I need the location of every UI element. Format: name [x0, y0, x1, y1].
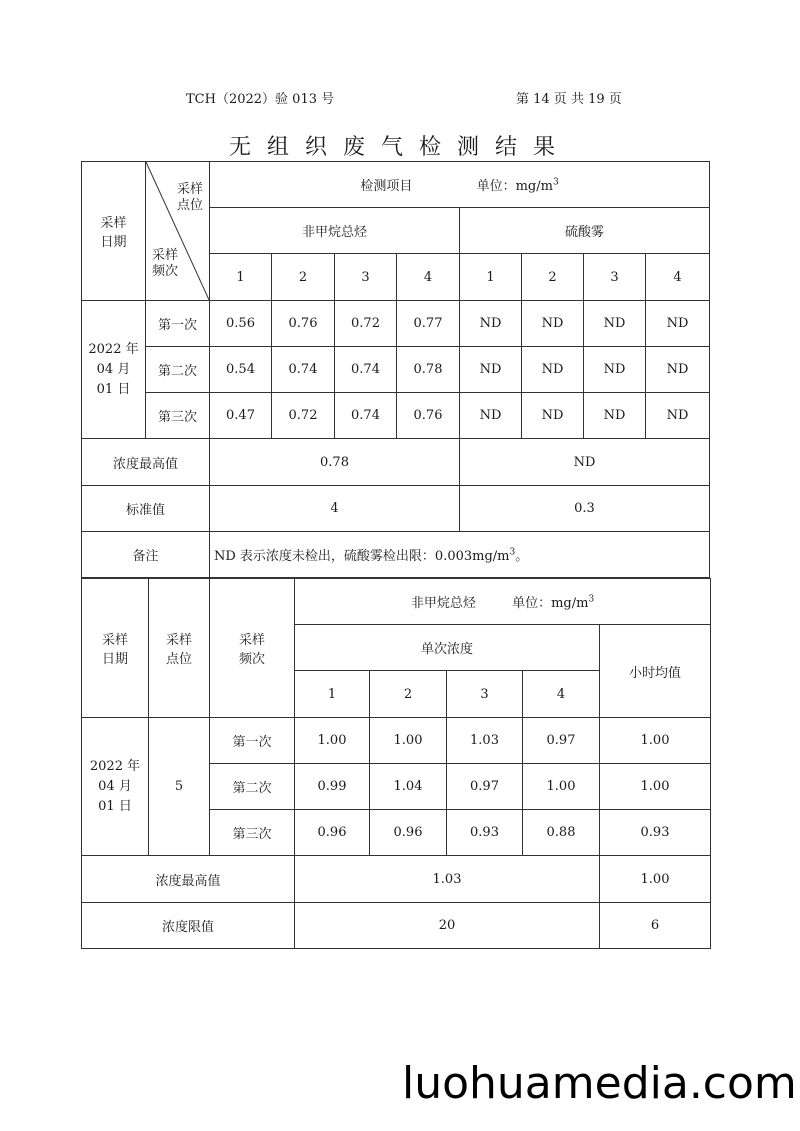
results-table-1 — [81, 161, 710, 578]
col-header: 2 — [522, 254, 584, 301]
sampling-frequency-header: 采样 频次 — [152, 248, 179, 279]
table-row — [82, 393, 710, 439]
value-cell: 0.72 — [335, 301, 397, 347]
col-header: 4 — [397, 254, 460, 301]
results-table-2 — [81, 578, 711, 949]
value-cell: ND — [522, 347, 584, 393]
value-cell: 1.00 — [295, 718, 370, 764]
table-row — [82, 301, 710, 347]
max-hourly-average: 1.00 — [600, 856, 711, 903]
table-row — [82, 347, 710, 393]
value-cell: ND — [584, 301, 646, 347]
sampling-date: 2022 年 04 月 01 日 — [82, 301, 146, 439]
max-value-nmhc: 0.78 — [210, 439, 460, 486]
hourly-average-cell: 1.00 — [600, 764, 711, 810]
frequency-cell: 第一次 — [146, 301, 210, 347]
note-text-main: ND 表示浓度未检出，硫酸雾检出限：0.003mg/m — [214, 549, 510, 564]
report-number: TCH（2022）验 013 号 — [186, 92, 335, 107]
note-text-end: 。 — [515, 549, 529, 564]
col-header: 2 — [272, 254, 335, 301]
value-cell: 0.76 — [397, 393, 460, 439]
col-header: 2 — [370, 671, 447, 718]
value-cell: 0.78 — [397, 347, 460, 393]
value-cell: ND — [584, 347, 646, 393]
limit-value: 20 — [295, 903, 600, 949]
standard-label: 标准值 — [82, 486, 210, 532]
max-value-sulfuric-mist: ND — [460, 439, 710, 486]
item-unit-header — [210, 162, 710, 208]
value-cell: ND — [460, 301, 522, 347]
max-label: 浓度最高值 — [82, 856, 295, 903]
col-header: 3 — [447, 671, 523, 718]
item-header: 检测项目 — [360, 179, 413, 194]
value-cell: 0.97 — [447, 764, 523, 810]
col-header: 3 — [584, 254, 646, 301]
frequency-cell: 第二次 — [146, 347, 210, 393]
page-number: 第 14 页 共 19 页 — [516, 92, 622, 107]
value-cell: 0.93 — [447, 810, 523, 856]
diagonal-header-cell — [146, 162, 210, 301]
max-label: 浓度最高值 — [82, 439, 210, 486]
unit-label: 单位：mg/m — [512, 596, 589, 611]
value-cell: 0.76 — [272, 301, 335, 347]
value-cell: ND — [522, 393, 584, 439]
item-header: 非甲烷总烃 — [410, 596, 476, 611]
note-text — [210, 532, 710, 578]
hourly-average-cell: 0.93 — [600, 810, 711, 856]
sampling-date-header: 采样 日期 — [82, 162, 146, 301]
value-cell: 0.47 — [210, 393, 272, 439]
note-label: 备注 — [82, 532, 210, 578]
col-header: 1 — [295, 671, 370, 718]
frequency-cell: 第三次 — [210, 810, 295, 856]
sampling-point-header: 采样 点位 — [176, 182, 203, 213]
col-header: 4 — [523, 671, 600, 718]
sampling-frequency-header: 采样 频次 — [210, 579, 295, 718]
value-cell: ND — [646, 347, 710, 393]
value-cell: ND — [460, 347, 522, 393]
value-cell: 0.88 — [523, 810, 600, 856]
hourly-average-cell: 1.00 — [600, 718, 711, 764]
col-header: 1 — [460, 254, 522, 301]
note-sup: 3 — [509, 547, 516, 558]
standard-row — [82, 486, 710, 532]
value-cell: 0.72 — [272, 393, 335, 439]
value-cell: ND — [646, 393, 710, 439]
unit-label: 单位：mg/m — [476, 179, 553, 194]
value-cell: 0.97 — [523, 718, 600, 764]
value-cell: 0.77 — [397, 301, 460, 347]
sampling-point: 5 — [149, 718, 210, 856]
value-cell: 0.74 — [335, 393, 397, 439]
value-cell: 0.99 — [295, 764, 370, 810]
watermark: luohuamedia.com — [402, 1058, 797, 1109]
sampling-point-header: 采样 点位 — [149, 579, 210, 718]
value-cell: 1.00 — [523, 764, 600, 810]
value-cell: 0.74 — [335, 347, 397, 393]
value-cell: ND — [584, 393, 646, 439]
page-title: 无组织废气检测结果 — [228, 135, 571, 160]
item-unit-header — [295, 579, 711, 625]
table-row — [82, 718, 711, 764]
frequency-cell: 第二次 — [210, 764, 295, 810]
value-cell: 1.04 — [370, 764, 447, 810]
sampling-date: 2022 年 04 月 01 日 — [82, 718, 149, 856]
value-cell: 1.00 — [370, 718, 447, 764]
value-cell: ND — [646, 301, 710, 347]
value-cell: 0.96 — [295, 810, 370, 856]
frequency-cell: 第一次 — [210, 718, 295, 764]
group-header-nmhc: 非甲烷总烃 — [210, 208, 460, 254]
value-cell: ND — [522, 301, 584, 347]
unit-sup: 3 — [588, 594, 595, 605]
value-cell: 0.56 — [210, 301, 272, 347]
hourly-average-header: 小时均值 — [600, 625, 711, 718]
value-cell: 0.74 — [272, 347, 335, 393]
note-row — [82, 532, 710, 578]
col-header: 1 — [210, 254, 272, 301]
max-row — [82, 856, 711, 903]
max-value: 1.03 — [295, 856, 600, 903]
single-concentration-header: 单次浓度 — [295, 625, 600, 671]
col-header: 4 — [646, 254, 710, 301]
limit-label: 浓度限值 — [82, 903, 295, 949]
group-header-sulfuric-mist: 硫酸雾 — [460, 208, 710, 254]
col-header: 3 — [335, 254, 397, 301]
standard-value-sulfuric-mist: 0.3 — [460, 486, 710, 532]
value-cell: 1.03 — [447, 718, 523, 764]
unit-sup: 3 — [552, 177, 559, 188]
limit-hourly-average: 6 — [600, 903, 711, 949]
standard-value-nmhc: 4 — [210, 486, 460, 532]
sampling-date-header: 采样 日期 — [82, 579, 149, 718]
value-cell: 0.96 — [370, 810, 447, 856]
frequency-cell: 第三次 — [146, 393, 210, 439]
max-row — [82, 439, 710, 486]
limit-row — [82, 903, 711, 949]
value-cell: ND — [460, 393, 522, 439]
value-cell: 0.54 — [210, 347, 272, 393]
